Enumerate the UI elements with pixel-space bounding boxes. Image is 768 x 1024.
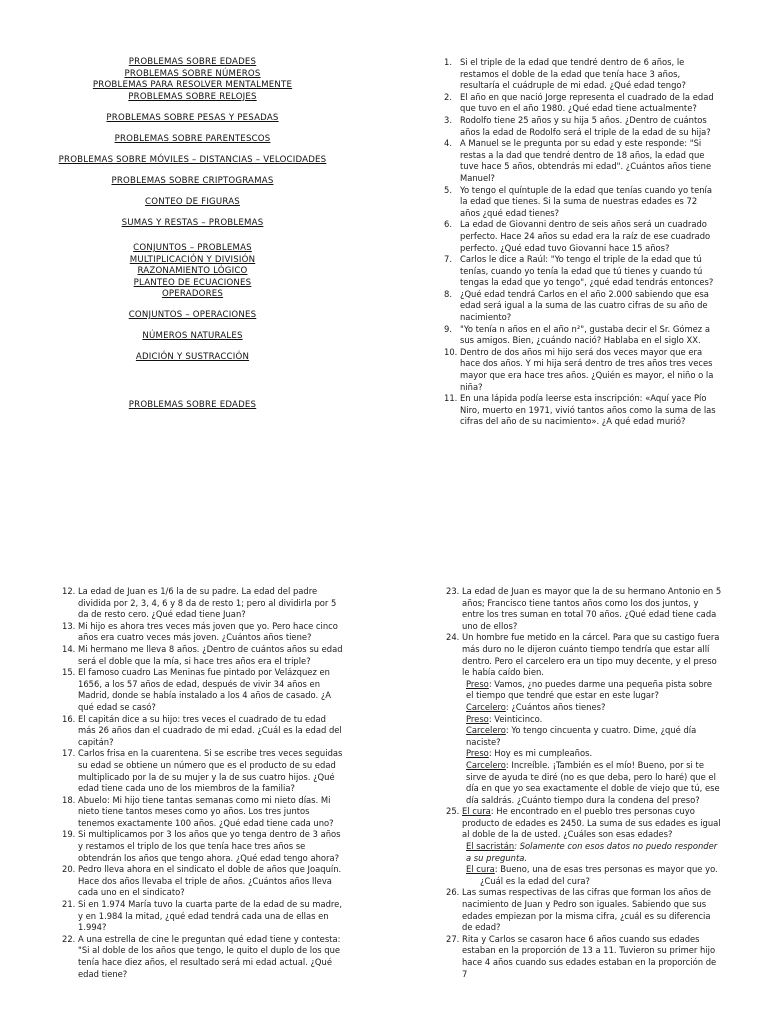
problem-item: 22. A una estrella de cine le preguntan qué edad tiene y contesta: "Si al doble de los años que tengo, le quito el duplo de los que tenía hace diez años, el resultado será mi edad actual. ¿Qué edad tiene? [62,933,341,979]
problem-item: 9. "Yo tenía n años en el año n²", gustaba decir el Sr. Gómez a sus amigos. Bien, ¿cuándo nació? Hablaba en el siglo XX. [444,323,710,346]
problem-item: 18. Abuelo: Mi hijo tiene tantas semanas como mi nieto días. Mi nieto tiene tantos meses como yo años. Los tres juntos tenemos exactamente 100 años. ¿Qué edad tiene cada uno? [62,794,334,828]
toc-link-conjuntos-problemas[interactable]: CONJUNTOS – PROBLEMAS [133,243,252,253]
problem-item: 7. Carlos le dice a Raúl: "Yo tengo el triple de la edad que tú tenías, cuando yo tenía la edad que tú tienes y cuando tú tengas la edad que yo tengo", ¿qué edad tendrás entonces? [444,254,714,288]
problem-item: 6. La edad de Giovanni dentro de seis años será un cuadrado perfecto. Hace 24 años su edad era la raíz de ese cuadrado perfecto. ¿Qué edad tuvo Giovanni hace 15 años? [444,219,711,253]
toc-link-pesas[interactable]: PROBLEMAS SOBRE PESAS Y PESADAS [106,112,279,123]
problem-item: 17. Carlos frisa en la cuarentena. Si se escribe tres veces seguidas su edad se obtiene un número que es el producto de su edad multiplicado por la de su mujer y la de sus cuatro hijos. ¿Qué edad tiene cada uno de los miembros de la familia? [62,748,343,794]
topics-index [40,57,345,411]
dialogue-line: Carcelero: Yo tengo cincuenta y cuatro. Dime, ¿qué día naciste? [466,725,697,747]
problem-item: 8. ¿Qué edad tendrá Carlos en el año 2.000 sabiendo que esa edad será igual a la suma de las cuatro cifras de su año de nacimiento? [444,288,709,323]
problem-item: 21. Si en 1.974 María tuvo la cuarta parte de la edad de su madre, y en 1.984 la mitad, ¿qué edad tendrá cada una de ellas en 1.994? [62,899,342,933]
toc-link-relojes[interactable]: PROBLEMAS SOBRE RELOJES [128,91,257,102]
toc-link-conjuntos-operaciones[interactable]: CONJUNTOS – OPERACIONES [128,310,257,320]
question-line: ¿Cuál es la edad del cura? [480,875,590,886]
dialogue-line: El sacristán: Solamente con esos datos no puedo responder a su pregunta. [466,841,718,863]
toc-link-numeros[interactable]: PROBLEMAS SOBRE NÚMEROS [124,68,261,79]
dialogue-line: Preso: Vamos, ¿no puedes darme una pequeña pista sobre el tiempo que tendré que estar en este lugar? [466,678,713,701]
toc-link-multiplicacion[interactable]: MULTIPLICACIÓN Y DIVISIÓN [129,254,256,265]
problem-item: 16. El capitán dice a su hijo: tres veces el cuadrado de tu edad más 26 años dan el cuadrado de mi edad. ¿Cuál es la edad del capitán? [62,713,342,747]
problems-list-2 [62,586,346,980]
toc-link-criptogramas[interactable]: PROBLEMAS SOBRE CRIPTOGRAMAS [111,175,274,186]
dialogue-line: Preso: Veinticinco. [466,713,543,724]
dialogue-line: Preso: Hoy es mi cumpleaños. [466,748,593,759]
toc-link-adicion[interactable]: ADICIÓN Y SUSTRACCIÓN [135,352,250,362]
problem-item: 1. Si el triple de la edad que tendré dentro de 6 años, le restamos el doble de la edad que tenía hace 3 años, resultaría el cuádruple de mi edad. ¿Qué edad tengo? [444,57,686,91]
toc-link-edades-2[interactable]: PROBLEMAS SOBRE EDADES [128,399,257,410]
toc-link-parentescos[interactable]: PROBLEMAS SOBRE PARENTESCOS [114,133,271,144]
problem-item: 5. Yo tengo el quíntuple de la edad que tenías cuando yo tenía la edad que tienes. Si la suma de nuestras edades es 72 años ¿qué edad tienes? [444,184,712,218]
toc-link-operadores[interactable]: OPERADORES [161,289,224,299]
problem-item: 20. Pedro lleva ahora en el sindicato el doble de años que Joaquín. Hace dos años llevaba el triple de años. ¿Cuántos años lleva cada uno en el sindicato? [62,864,342,898]
problem-item: 24. Un hombre fue metido en la cárcel. Para que su castigo fuera más duro no le dijeron cuánto tiempo tendría que estar allí dentro. Pero el carcelero era un tipo muy decente, y el preso le había caído bien. [446,632,720,678]
problems-list-1 [444,57,716,428]
toc-link-sumas-restas[interactable]: SUMAS Y RESTAS – PROBLEMAS [121,217,264,228]
problem-item: 25. El cura: He encontrado en el pueblo tres personas cuyo producto de edades es 2450. La suma de sus edades es igual al doble de la de usted. ¿Cuáles son esas edades? [446,806,721,840]
dialogue-line: Carcelero: Increíble. ¡También es el mío! Bueno, por si te sirve de ayuda te diré (no es que deba, pero lo haré) que el día en que yo sea exactamente el doble de viejo que tú, ese día saldrás. ¿Cuánto tiempo dura la condena del preso? [466,759,720,805]
toc-link-moviles[interactable]: PROBLEMAS SOBRE MÓVILES – DISTANCIAS – VELOCIDADES [58,154,327,165]
toc-link-conteo[interactable]: CONTEO DE FIGURAS [145,196,240,207]
dialogue-line: Carcelero: ¿Cuántos años tienes? [466,701,606,712]
toc-link-ecuaciones[interactable]: PLANTEO DE ECUACIONES [133,277,252,288]
toc-link-edades[interactable]: PROBLEMAS SOBRE EDADES [128,57,257,67]
dialogue-line: El cura: Bueno, una de esas tres personas es mayor que yo. [466,864,718,875]
toc-link-mentalmente[interactable]: PROBLEMAS PARA RESOLVER MENTALMENTE [92,80,293,90]
problem-item: 12. La edad de Juan es 1/6 la de su padre. La edad del padre dividida por 2, 3, 4, 6 y 8 da de resto 1; pero al dividirla por 5 da de resto cero. ¿Qué edad tiene Juan? [62,586,337,620]
problem-item: 14. Mi hermano me lleva 8 años. ¿Dentro de cuántos años su edad será el doble que la mía, si hace tres años era el triple? [62,643,343,666]
toc-link-razonamiento[interactable]: RAZONAMIENTO LÓGICO [137,266,248,276]
problem-item: 11. En una lápida podía leerse esta inscripción: «Aquí yace Pío Niro, muerto en 1971, vivió tantos años como la suma de las cifras del año de su nacimiento». ¿A qué edad murió? [444,393,716,427]
problem-item: 23. La edad de Juan es mayor que la de su hermano Antonio en 5 años; Francisco tiene tantos años como los dos juntos, y entre los tres suman en total 70 años. ¿Qué edad tiene cada uno de ellos? [446,586,722,631]
problem-item: 2. El año en que nació Jorge representa el cuadrado de la edad que tuvo en el año 1980. ¿Qué edad tiene actualmente? [444,91,714,114]
problem-item: 13. Mi hijo es ahora tres veces más joven que yo. Pero hace cinco años era cuatro veces más joven. ¿Cuántos años tiene? [62,620,338,643]
problem-item: 26. Las sumas respectivas de las cifras que forman los años de nacimiento de Juan y Pedro son iguales. Sabiendo que sus edades empiezan por la misma cifra, ¿cuál es su diferencia de edad? [446,887,712,933]
problem-item: 27. Rita y Carlos se casaron hace 6 años cuando sus edades estaban en la proporción de 13 a 11. Tuvieron su primer hijo hace 4 años cuando sus edades estaban en la proporción de 7 [446,933,717,979]
problem-item: 15. El famoso cuadro Las Meninas fue pintado por Velázquez en 1656, a los 57 años de edad, después de vivir 34 años en Madrid, donde se había instalado a los 4 años de casado. ¿A qué edad se casó? [62,667,331,712]
toc-link-naturales[interactable]: NÚMEROS NATURALES [142,331,243,341]
problem-item: 10. Dentro de dos años mi hijo será dos veces mayor que era hace dos años. Y mi hija será dentro de tres años tres veces mayor que era hace tres años. ¿Quién es mayor, el niño o la niña? [444,346,714,392]
problems-list-3 [446,586,722,980]
problem-item: 19. Si multiplicamos por 3 los años que yo tenga dentro de 3 años y restamos el triplo de los que tenía hace tres años se obtendrán los años que tengo ahora. ¿Qué edad tengo ahora? [62,829,341,863]
problem-item: 3. Rodolfo tiene 25 años y su hija 5 años. ¿Dentro de cuántos años la edad de Rodolfo será el triple de la edad de su hija? [444,114,711,137]
problem-item: 4. A Manuel se le pregunta por su edad y este responde: "Si restas a la dad que tendré dentro de 18 años, la edad que tuve hace 5 años, obtendrás mi edad". ¿Cuántos años tiene Manuel? [444,138,712,183]
